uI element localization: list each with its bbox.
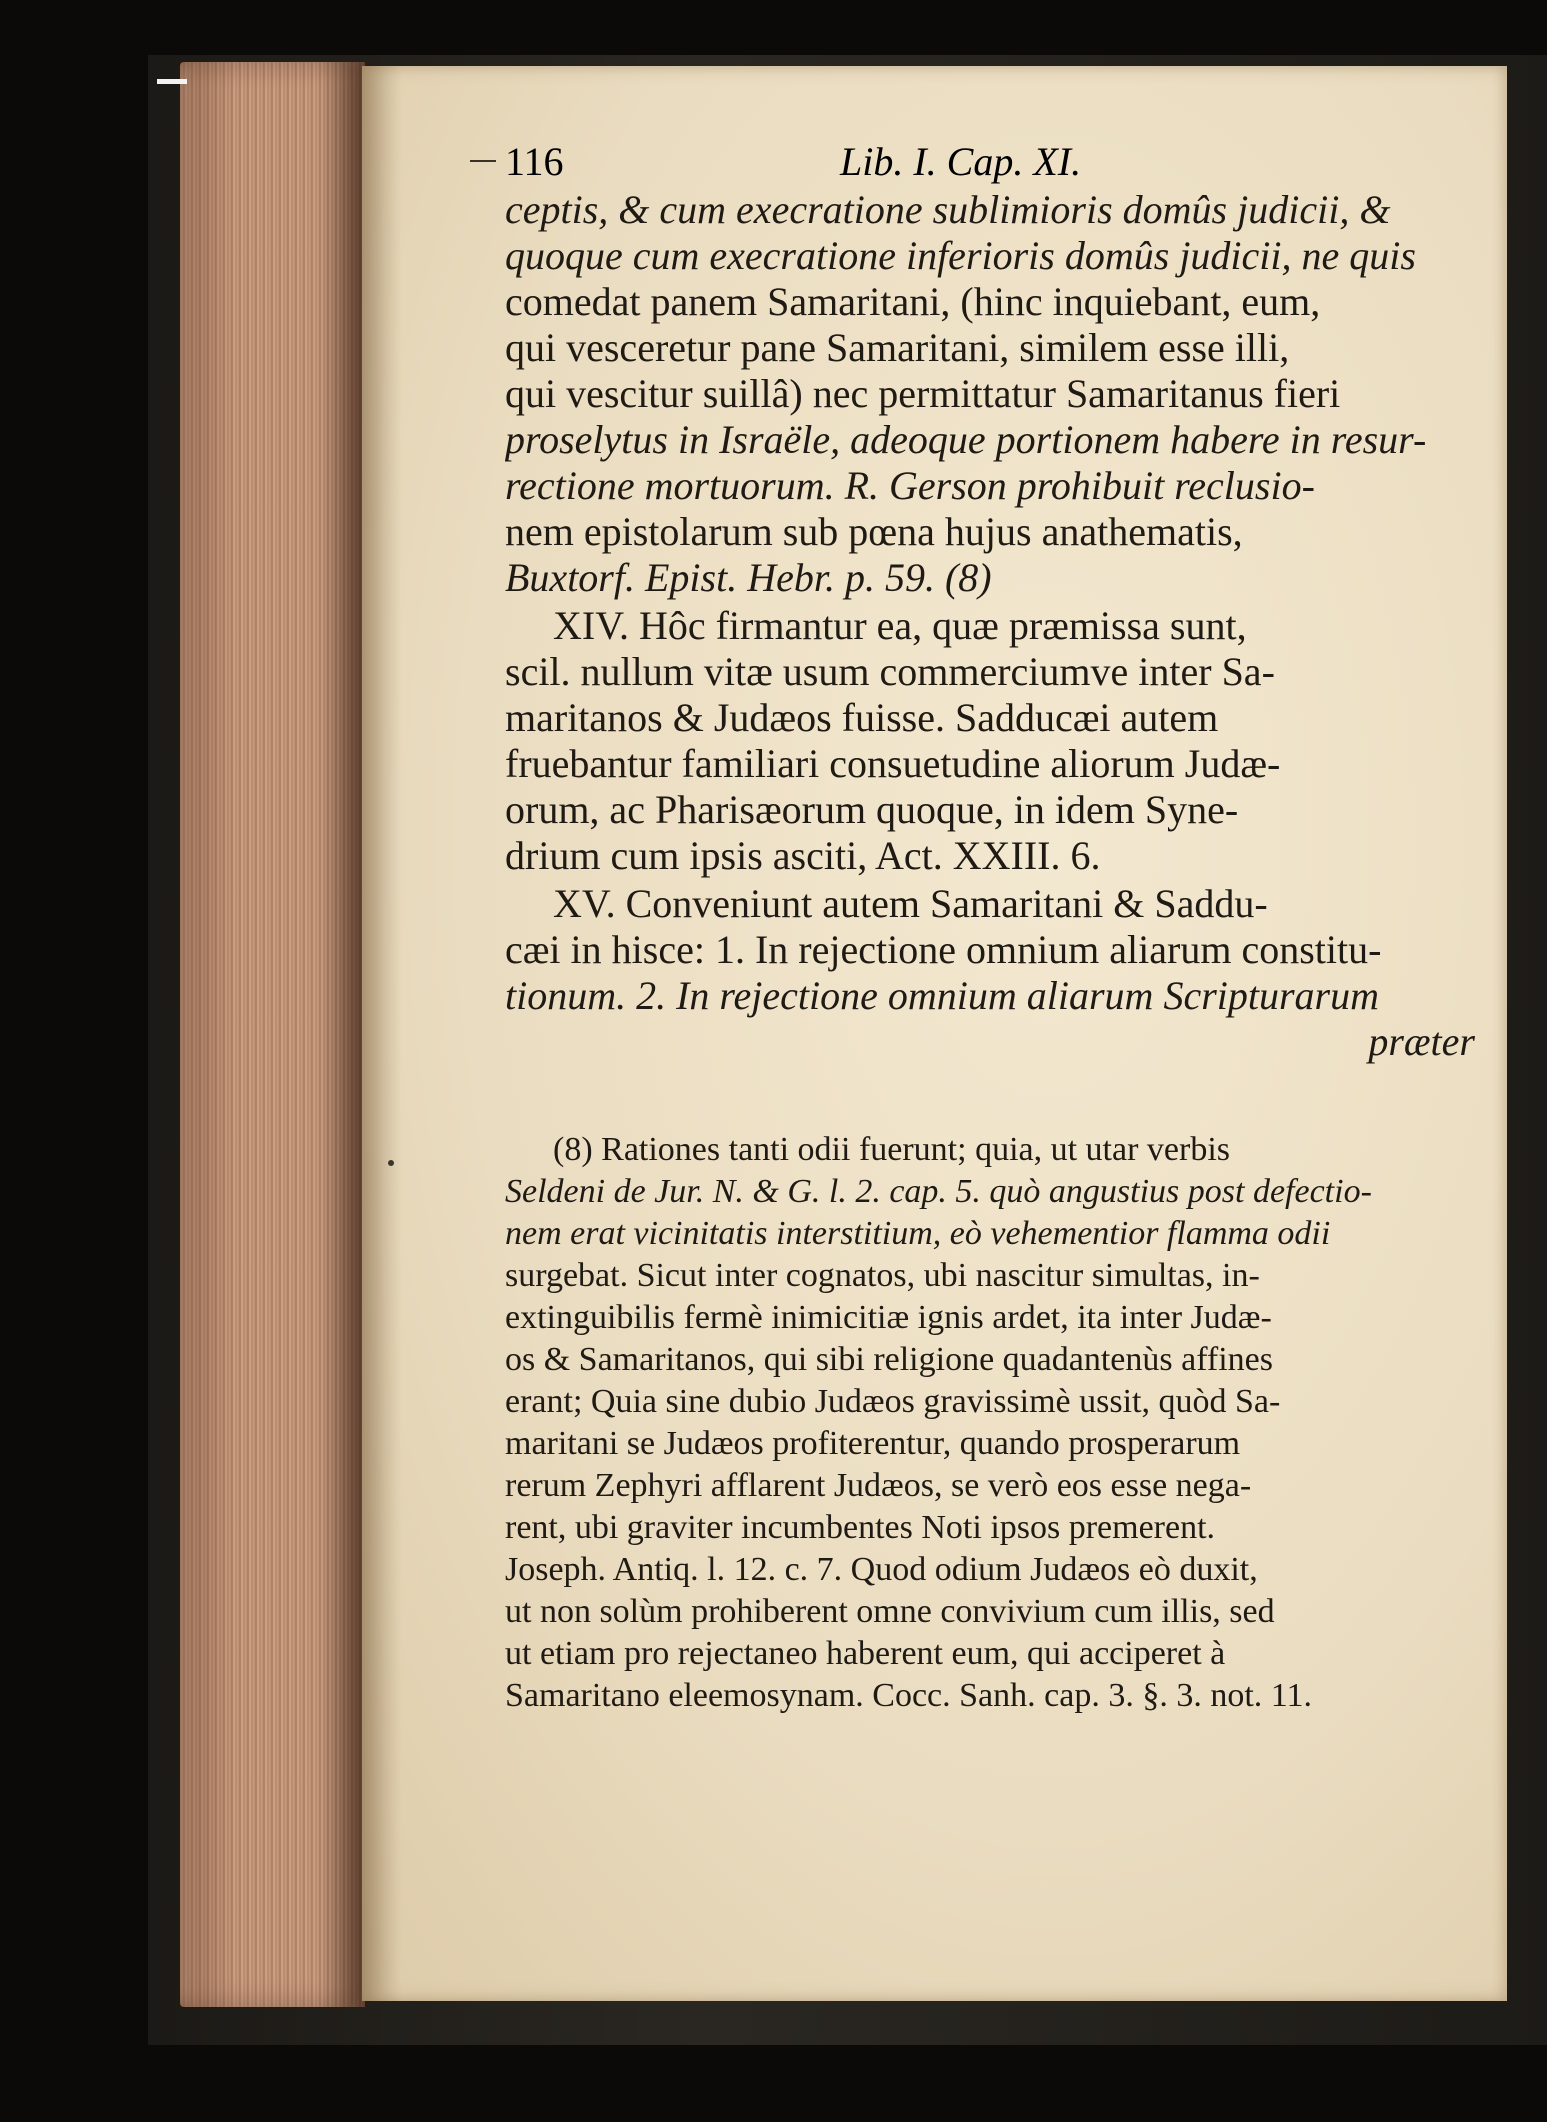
- text-line: Buxtorf. Epist. Hebr. p. 59. (8): [505, 556, 992, 600]
- corner-mark: [157, 79, 187, 84]
- section-heading-xiv: XIV. Hôc firmantur ea, quæ præmissa sunt,: [553, 604, 1247, 648]
- footnote-line: ut etiam pro rejectaneo haberent eum, qui acciperet à: [505, 1635, 1226, 1672]
- footnote-line: ut non solùm prohiberent omne convivium cum illis, sed: [505, 1593, 1275, 1630]
- page-gutter-shadow: [362, 66, 402, 2001]
- footnote-line: Seldeni de Jur. N. & G. l. 2. cap. 5. quò angustius post defectio-: [505, 1173, 1372, 1210]
- text-line: tionum. 2. In rejectione omnium aliarum Scripturarum: [505, 974, 1380, 1018]
- footnote-line: rent, ubi graviter incumbentes Noti ipsos premerent.: [505, 1509, 1216, 1546]
- text-line: nem epistolarum sub pœna hujus anathematis,: [505, 510, 1243, 554]
- section-heading-xv: XV. Conveniunt autem Samaritani & Saddu-: [553, 882, 1268, 926]
- footnote-line: os & Samaritanos, qui sibi religione quadantenùs affines: [505, 1341, 1274, 1378]
- text-line: maritanos & Judæos fuisse. Sadducæi autem: [505, 696, 1219, 740]
- text-line: quoque cum execratione inferioris domûs judicii, ne quis: [505, 234, 1416, 278]
- footnote-line: extinguibilis fermè inimicitiæ ignis ardet, ita inter Judæ-: [505, 1299, 1272, 1336]
- margin-dot: [388, 1160, 394, 1166]
- text-line: scil. nullum vitæ usum commerciumve inter Sa-: [505, 650, 1275, 694]
- footnote-line: Joseph. Antiq. l. 12. c. 7. Quod odium Judæos eò duxit,: [505, 1551, 1258, 1588]
- text-line: fruebantur familiari consuetudine aliorum Judæ-: [505, 742, 1281, 786]
- text-line: ceptis, & cum execratione sublimioris domûs judicii, &: [505, 188, 1391, 232]
- page-header: [505, 138, 1475, 190]
- footnote-line: nem erat vicinitatis interstitium, eò vehementior flamma odii: [505, 1215, 1331, 1252]
- footnote-line: erant; Quia sine dubio Judæos gravissimè ussit, quòd Sa-: [505, 1383, 1281, 1420]
- footnote-line: surgebat. Sicut inter cognatos, ubi nascitur simultas, in-: [505, 1257, 1260, 1294]
- text-line: qui vescitur suillâ) nec permittatur Samaritanus fieri: [505, 372, 1341, 416]
- text-line: drium cum ipsis asciti, Act. XXIII. 6.: [505, 834, 1101, 878]
- footnote-line: Samaritano eleemosynam. Cocc. Sanh. cap. 3. §. 3. not. 11.: [505, 1677, 1313, 1714]
- catchword: præter: [1368, 1020, 1475, 1064]
- page-number: 116: [505, 139, 564, 184]
- text-line: cæi in hisce: 1. In rejectione omnium aliarum constitu-: [505, 928, 1382, 972]
- text-line: rectione mortuorum. R. Gerson prohibuit reclusio-: [505, 464, 1315, 508]
- text-line: qui vesceretur pane Samaritani, similem esse illi,: [505, 326, 1290, 370]
- footnote-line: rerum Zephyri afflarent Judæos, se verò eos esse nega-: [505, 1467, 1252, 1504]
- margin-dash: [470, 160, 496, 162]
- text-line: comedat panem Samaritani, (hinc inquiebant, eum,: [505, 280, 1321, 324]
- page-edges: [180, 62, 365, 2007]
- text-line: proselytus in Israële, adeoque portionem habere in resur-: [505, 418, 1427, 462]
- footnote-line: maritani se Judæos profiterentur, quando prosperarum: [505, 1425, 1241, 1462]
- footnote-line: (8) Rationes tanti odii fuerunt; quia, ut utar verbis: [553, 1131, 1231, 1168]
- text-line: orum, ac Pharisæorum quoque, in idem Syne-: [505, 788, 1239, 832]
- running-title: Lib. I. Cap. XI.: [840, 139, 1082, 184]
